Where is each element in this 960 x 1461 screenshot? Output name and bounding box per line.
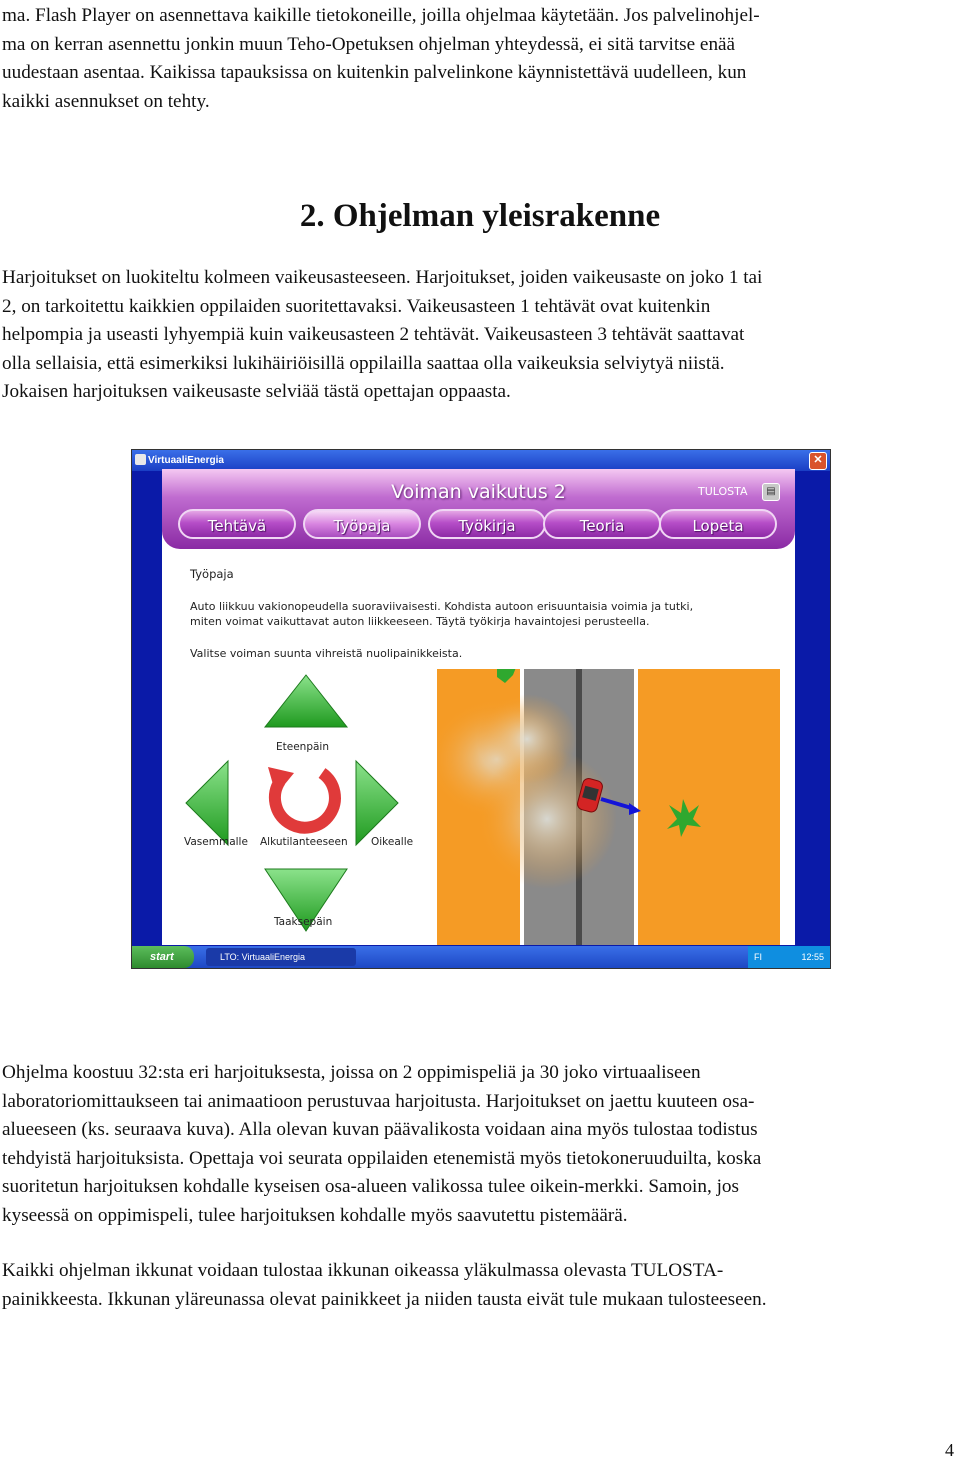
language-indicator[interactable]: FI: [754, 952, 762, 962]
text-line: 2, on tarkoitettu kaikkien oppilaiden suoritettavaksi. Vaikeusasteen 1 tehtävät ovat kuitenkin: [2, 295, 711, 317]
arrow-right-icon[interactable]: [356, 761, 398, 845]
instruction-choose: Valitse voiman suunta vihreistä nuolipainikkeista.: [190, 647, 463, 660]
text-line: Ohjelma koostuu 32:sta eri harjoituksesta, joissa on 2 oppimispeliä ja 30 joko virtuaaliseen: [2, 1062, 701, 1083]
arrow-controls: [162, 669, 432, 945]
print-icon[interactable]: ▤: [762, 483, 780, 501]
palm-tree-icon: [491, 669, 517, 683]
arrow-up-icon[interactable]: [265, 675, 347, 727]
tab-lopeta[interactable]: Lopeta: [659, 509, 777, 539]
text-line: helpompia ja useasti lyhyempiä kuin vaikeusasteen 2 tehtävät. Vaikeusasteen 3 tehtävät saattavat: [2, 324, 745, 346]
instruction-line: miten voimat vaikuttavat auton liikkeeseen. Täytä työkirja havaintojesi perusteella.: [190, 615, 650, 628]
text-line: uudestaan asentaa. Kaikissa tapauksissa on kuitenkin palvelinkone käynnistettävä uudelleen, kun: [2, 62, 747, 84]
taskbar-item[interactable]: LTO: VirtuaaliEnergia: [206, 948, 356, 966]
print-button-label[interactable]: TULOSTA: [698, 485, 748, 498]
text-line: olla sellaisia, että esimerkiksi lukihäiriöisillä oppilailla saattaa olla vaikeuksia selviytyä niistä.: [2, 352, 725, 374]
window-titlebar: [132, 450, 830, 471]
app-header: [162, 469, 795, 549]
section-label: Työpaja: [190, 567, 234, 581]
road-scene-graphic: [437, 669, 780, 945]
arrow-up-label: Eteenpäin: [276, 741, 329, 753]
app-title: Voiman vaikutus 2: [391, 481, 566, 503]
intro-paragraph: [2, 2, 958, 116]
text-line: alueeseen (ks. seuraava kuva). Alla olevan kuvan päävalikosta voidaan aina myös tulostaa todistus: [2, 1119, 758, 1141]
system-tray: [748, 946, 830, 968]
text-line: kaikki asennukset on tehty.: [2, 90, 210, 112]
text-line: ma. Flash Player on asennettava kaikille tietokoneille, joilla ohjelmaa käytetään. Jos palvelinohjel-: [2, 5, 760, 26]
arrow-left-icon[interactable]: [186, 761, 228, 845]
app-area: [162, 469, 795, 945]
road-scene: [437, 669, 780, 945]
text-line: Jokaisen harjoituksen vaikeusaste selviää tästä opettajan oppaasta.: [2, 381, 511, 403]
text-line: Kaikki ohjelman ikkunat voidaan tulostaa ikkunan oikeassa yläkulmassa olevasta TULOSTA-: [2, 1260, 724, 1281]
instruction-line: Auto liikkuu vakionopeudella suoraviivaisesti. Kohdista autoon erisuuntaisia voimia ja tutki,: [190, 600, 694, 613]
start-button[interactable]: start: [132, 946, 194, 968]
arrow-left-label: Vasemmalle: [184, 836, 248, 848]
page-number: 4: [945, 1440, 954, 1460]
reset-icon[interactable]: [268, 767, 335, 828]
text-line: suoritetun harjoituksen kohdalle kyseisen osa-alueen valikossa tulee oikein-merkki. Samoin, jos: [2, 1176, 739, 1198]
window-title: VirtuaaliEnergia: [148, 455, 224, 466]
tab-teoria[interactable]: Teoria: [543, 509, 661, 539]
text-line: kyseessä on oppimispeli, tulee harjoituksen kohdalle myös saavutettu pistemäärä.: [2, 1204, 628, 1226]
tab-tehtava[interactable]: Tehtävä: [178, 509, 296, 539]
reset-label: Alkutilanteeseen: [260, 836, 348, 848]
text-line: tehdyistä harjoituksista. Opettaja voi seurata oppilaiden etenemistä myös tietokoneruuduilta, koska: [2, 1147, 762, 1169]
program-structure-paragraph: [2, 1059, 958, 1231]
tab-tyopaja[interactable]: Työpaja: [303, 509, 421, 539]
difficulty-paragraph: [2, 264, 958, 407]
instruction-text: [190, 599, 750, 629]
clock: 12:55: [801, 952, 824, 962]
printing-paragraph: [2, 1257, 958, 1314]
text-line: laboratoriomittaukseen tai animaatioon perustuvaa harjoitusta. Harjoitukset on jaettu kuuteen osa-: [2, 1090, 755, 1112]
app-icon: [135, 454, 146, 465]
tab-tyokirja[interactable]: Työkirja: [428, 509, 546, 539]
close-icon[interactable]: ✕: [809, 452, 827, 470]
section-heading: 2. Ohjelman yleisrakenne: [299, 198, 661, 234]
arrow-right-label: Oikealle: [371, 836, 414, 848]
text-line: painikkeesta. Ikkunan yläreunassa olevat painikkeet ja niiden tausta eivät tule mukaan tulosteeseen.: [2, 1288, 767, 1310]
text-line: Harjoitukset on luokiteltu kolmeen vaikeusasteeseen. Harjoitukset, joiden vaikeusaste on joko 1 tai: [2, 267, 763, 288]
text-line: ma on kerran asennettu jonkin muun Teho-Opetuksen ohjelman yhteydessä, ei sitä tarvitse enää: [2, 33, 736, 55]
taskbar: [132, 946, 830, 968]
program-screenshot: [131, 449, 831, 969]
arrow-down-label: Taaksepäin: [274, 916, 333, 928]
palm-tree-icon: [667, 799, 701, 837]
